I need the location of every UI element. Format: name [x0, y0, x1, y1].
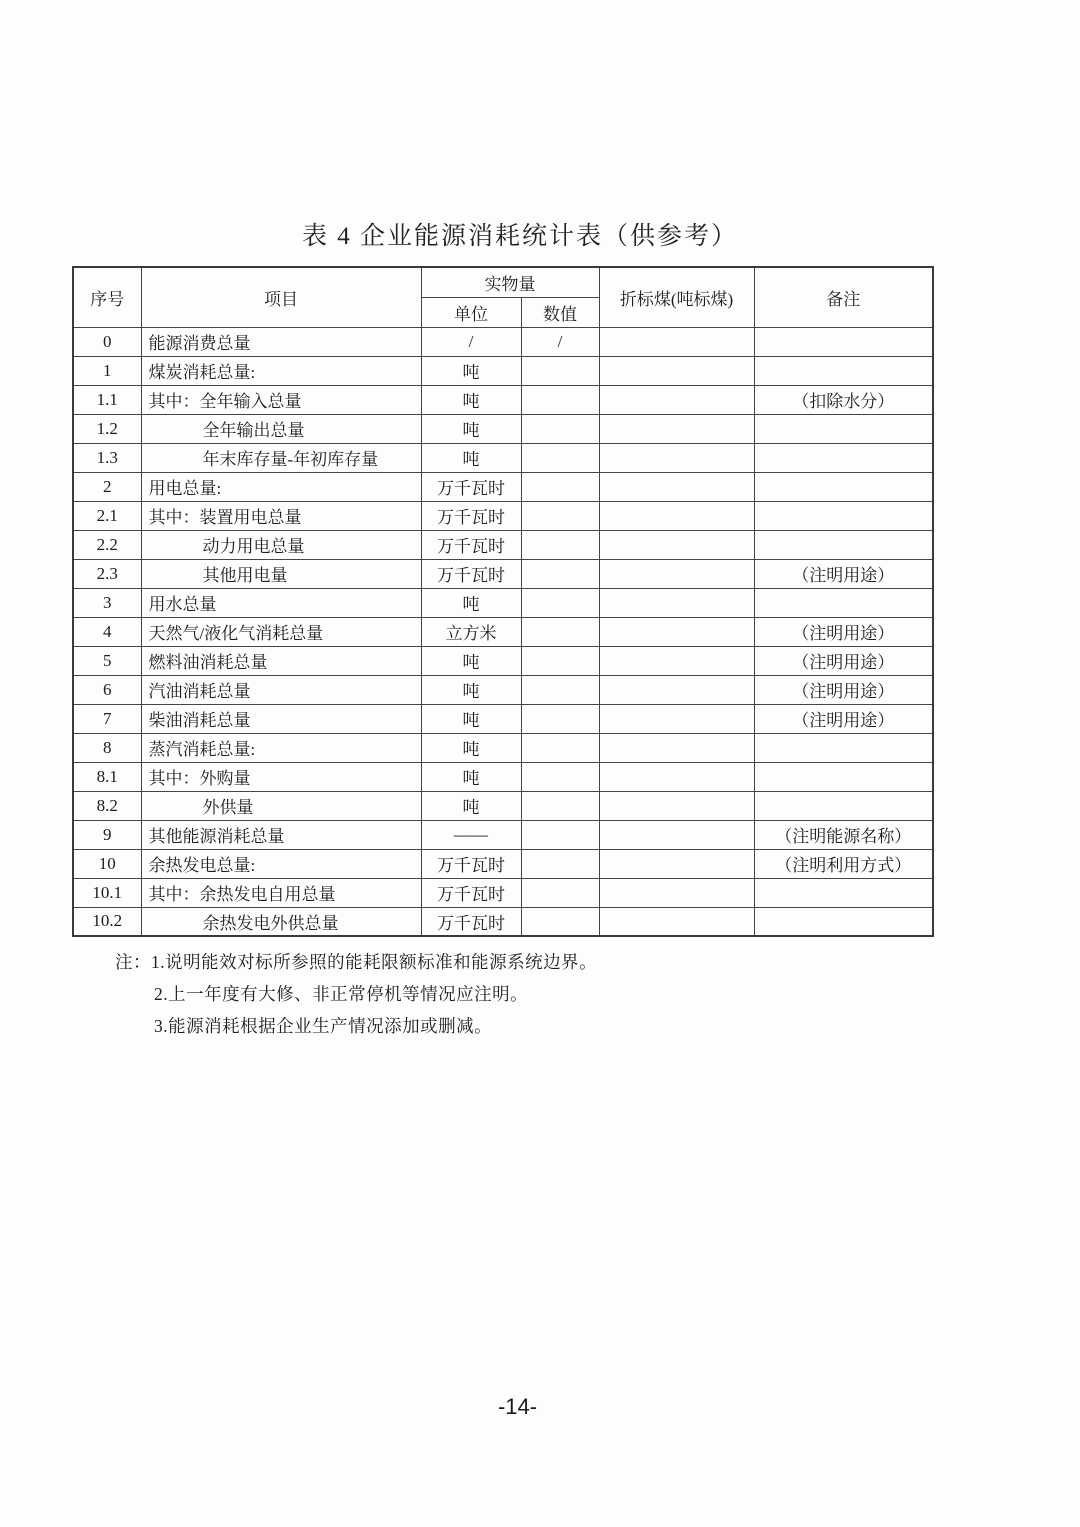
table-row	[73, 472, 933, 501]
row-remark	[754, 733, 933, 762]
note-item-3: 3.能源消耗根据企业生产情况添加或删减。	[154, 1016, 493, 1036]
row-coal	[599, 791, 754, 820]
row-item: 其中：全年输入总量	[141, 385, 421, 414]
row-value	[521, 878, 599, 907]
row-coal	[599, 385, 754, 414]
note-line-1	[115, 946, 597, 978]
table-row	[73, 414, 933, 443]
table-row	[73, 675, 933, 704]
col-header-unit: 单位	[421, 297, 521, 327]
row-coal	[599, 878, 754, 907]
row-coal	[599, 327, 754, 356]
row-remark: （注明利用方式）	[754, 849, 933, 878]
row-remark	[754, 327, 933, 356]
row-value	[521, 443, 599, 472]
row-remark: （注明用途）	[754, 675, 933, 704]
row-value	[521, 617, 599, 646]
row-no: 2.3	[73, 559, 141, 588]
energy-consumption-table	[72, 266, 934, 937]
row-no: 0	[73, 327, 141, 356]
table-row	[73, 588, 933, 617]
col-header-physical: 实物量	[421, 267, 599, 297]
row-item: 天然气/液化气消耗总量	[141, 617, 421, 646]
row-coal	[599, 675, 754, 704]
row-coal	[599, 907, 754, 936]
row-item: 用水总量	[141, 588, 421, 617]
row-value	[521, 385, 599, 414]
row-item: 全年输出总量	[141, 414, 421, 443]
table-row	[73, 791, 933, 820]
row-coal	[599, 356, 754, 385]
row-unit: 万千瓦时	[421, 501, 521, 530]
table-row	[73, 762, 933, 791]
row-no: 2.1	[73, 501, 141, 530]
row-unit: 吨	[421, 443, 521, 472]
row-no: 2.2	[73, 530, 141, 559]
row-no: 1.1	[73, 385, 141, 414]
row-item: 用电总量:	[141, 472, 421, 501]
row-value	[521, 356, 599, 385]
table-header	[73, 267, 933, 327]
table-row	[73, 327, 933, 356]
row-value	[521, 588, 599, 617]
table-row	[73, 733, 933, 762]
row-no: 7	[73, 704, 141, 733]
row-coal	[599, 617, 754, 646]
row-item: 柴油消耗总量	[141, 704, 421, 733]
row-item: 外供量	[141, 791, 421, 820]
row-no: 9	[73, 820, 141, 849]
row-remark	[754, 356, 933, 385]
row-coal	[599, 501, 754, 530]
row-value: /	[521, 327, 599, 356]
row-coal	[599, 443, 754, 472]
row-no: 4	[73, 617, 141, 646]
row-item: 其中：余热发电自用总量	[141, 878, 421, 907]
table-row	[73, 443, 933, 472]
row-remark	[754, 414, 933, 443]
table-row	[73, 530, 933, 559]
row-unit: 万千瓦时	[421, 907, 521, 936]
row-item: 煤炭消耗总量:	[141, 356, 421, 385]
row-remark	[754, 501, 933, 530]
table-row	[73, 356, 933, 385]
row-coal	[599, 588, 754, 617]
row-unit: 吨	[421, 704, 521, 733]
col-header-item: 项目	[141, 267, 421, 327]
table-row	[73, 878, 933, 907]
row-coal	[599, 733, 754, 762]
row-no: 6	[73, 675, 141, 704]
row-remark: （注明能源名称）	[754, 820, 933, 849]
note-item-2: 2.上一年度有大修、非正常停机等情况应注明。	[154, 984, 529, 1004]
row-item: 动力用电总量	[141, 530, 421, 559]
row-unit: 吨	[421, 588, 521, 617]
row-coal	[599, 762, 754, 791]
row-remark	[754, 791, 933, 820]
row-value	[521, 849, 599, 878]
row-unit: 吨	[421, 733, 521, 762]
row-item: 其他用电量	[141, 559, 421, 588]
row-no: 8.2	[73, 791, 141, 820]
row-item: 年末库存量-年初库存量	[141, 443, 421, 472]
row-coal	[599, 704, 754, 733]
row-value	[521, 762, 599, 791]
row-unit: 吨	[421, 791, 521, 820]
row-no: 1.3	[73, 443, 141, 472]
row-item: 能源消费总量	[141, 327, 421, 356]
row-unit: 万千瓦时	[421, 849, 521, 878]
row-no: 10.1	[73, 878, 141, 907]
table-row	[73, 501, 933, 530]
col-header-coal: 折标煤(吨标煤)	[599, 267, 754, 327]
table-row	[73, 907, 933, 936]
row-coal	[599, 849, 754, 878]
row-unit: 吨	[421, 414, 521, 443]
row-value	[521, 675, 599, 704]
row-item: 余热发电总量:	[141, 849, 421, 878]
row-remark: （扣除水分）	[754, 385, 933, 414]
row-value	[521, 414, 599, 443]
row-remark	[754, 443, 933, 472]
row-no: 1	[73, 356, 141, 385]
row-remark: （注明用途）	[754, 617, 933, 646]
row-no: 5	[73, 646, 141, 675]
energy-table-body	[73, 327, 933, 936]
row-unit: ——	[421, 820, 521, 849]
header-row-1	[73, 267, 933, 297]
table-row	[73, 646, 933, 675]
row-unit: 立方米	[421, 617, 521, 646]
notes-label: 注：	[115, 952, 151, 972]
table-row	[73, 704, 933, 733]
row-no: 10	[73, 849, 141, 878]
row-coal	[599, 820, 754, 849]
table-row	[73, 617, 933, 646]
row-coal	[599, 472, 754, 501]
table-row	[73, 849, 933, 878]
row-unit: 万千瓦时	[421, 878, 521, 907]
row-unit: 吨	[421, 762, 521, 791]
row-unit: /	[421, 327, 521, 356]
row-remark: （注明用途）	[754, 646, 933, 675]
row-value	[521, 791, 599, 820]
row-no: 10.2	[73, 907, 141, 936]
row-item: 其中：装置用电总量	[141, 501, 421, 530]
note-item-1: 1.说明能效对标所参照的能耗限额标准和能源系统边界。	[151, 952, 598, 972]
row-remark	[754, 530, 933, 559]
row-item: 燃料油消耗总量	[141, 646, 421, 675]
row-value	[521, 733, 599, 762]
row-remark	[754, 472, 933, 501]
row-value	[521, 907, 599, 936]
notes-section	[115, 946, 597, 1042]
row-item: 其他能源消耗总量	[141, 820, 421, 849]
row-value	[521, 559, 599, 588]
row-no: 2	[73, 472, 141, 501]
row-remark	[754, 907, 933, 936]
row-no: 1.2	[73, 414, 141, 443]
row-unit: 吨	[421, 675, 521, 704]
row-remark	[754, 762, 933, 791]
table-row	[73, 559, 933, 588]
row-unit: 吨	[421, 385, 521, 414]
row-item: 汽油消耗总量	[141, 675, 421, 704]
row-value	[521, 530, 599, 559]
row-value	[521, 820, 599, 849]
row-remark: （注明用途）	[754, 559, 933, 588]
row-coal	[599, 559, 754, 588]
row-no: 8	[73, 733, 141, 762]
row-value	[521, 472, 599, 501]
page-number: -14-	[497, 1394, 538, 1419]
col-header-remark: 备注	[754, 267, 933, 327]
row-item: 其中：外购量	[141, 762, 421, 791]
row-unit: 万千瓦时	[421, 530, 521, 559]
row-item: 余热发电外供总量	[141, 907, 421, 936]
row-coal	[599, 646, 754, 675]
row-coal	[599, 414, 754, 443]
col-header-value: 数值	[521, 297, 599, 327]
row-value	[521, 501, 599, 530]
row-no: 8.1	[73, 762, 141, 791]
row-remark: （注明用途）	[754, 704, 933, 733]
row-value	[521, 646, 599, 675]
table-row	[73, 385, 933, 414]
col-header-index: 序号	[73, 267, 141, 327]
row-coal	[599, 530, 754, 559]
row-unit: 万千瓦时	[421, 472, 521, 501]
row-unit: 万千瓦时	[421, 559, 521, 588]
row-remark	[754, 588, 933, 617]
row-unit: 吨	[421, 356, 521, 385]
row-no: 3	[73, 588, 141, 617]
row-unit: 吨	[421, 646, 521, 675]
row-item: 蒸汽消耗总量:	[141, 733, 421, 762]
page-title: 表 4 企业能源消耗统计表（供参考）	[301, 223, 738, 250]
row-remark	[754, 878, 933, 907]
table-row	[73, 820, 933, 849]
row-value	[521, 704, 599, 733]
